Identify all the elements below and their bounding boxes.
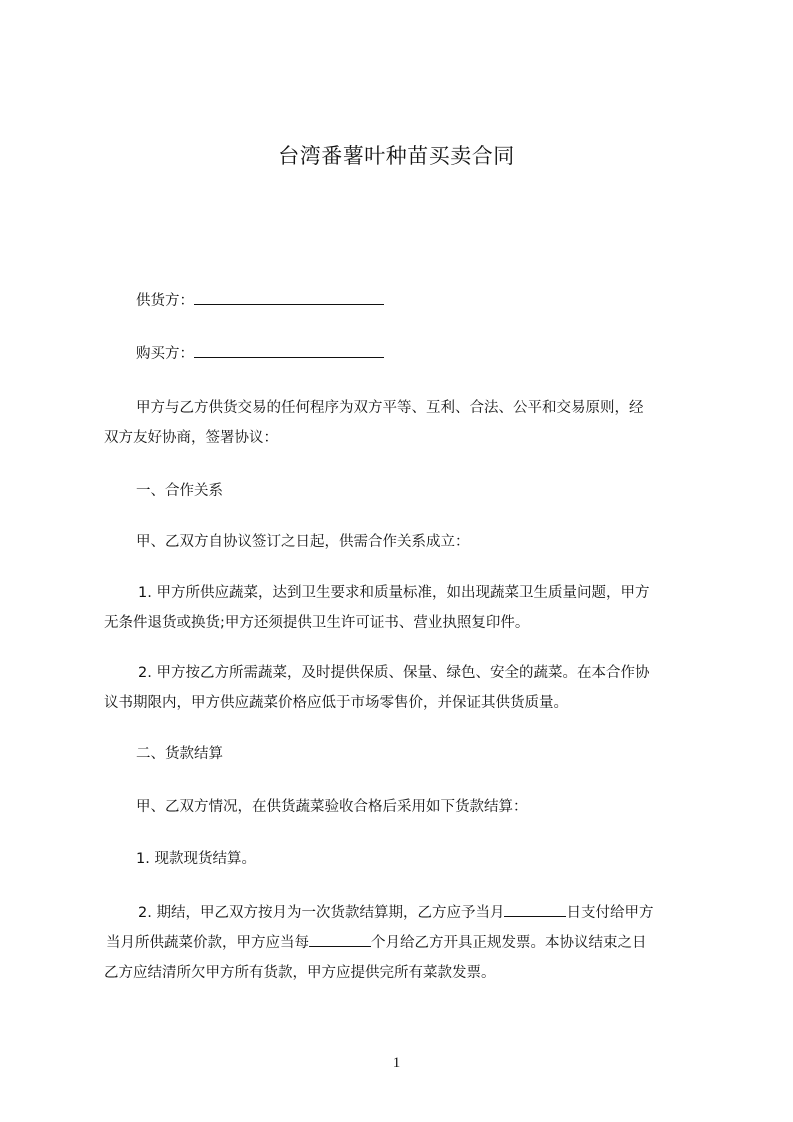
item-2-2-text-b: 日支付给甲方 [566, 905, 654, 921]
intro-line-1: 甲方与乙方供货交易的任何程序为双方平等、互利、合法、公平和交易原则，经 [136, 400, 644, 416]
supplier-label: 供货方： [136, 293, 194, 309]
item-2-2-line-2 [104, 928, 702, 958]
section1-heading: 一、合作关系 [136, 483, 223, 499]
item-2-2-text-d: 个月给乙方开具正规发票。本协议结束之日 [371, 935, 647, 951]
supplier-line [136, 290, 384, 312]
invoice-months-blank [309, 932, 371, 947]
settlement-day-blank [504, 902, 566, 917]
item-1-2-line-1: 2. 甲方按乙方所需蔬菜，及时提供保质、保量、绿色、安全的蔬菜。在本合作协 [138, 665, 650, 681]
section2-heading: 二、货款结算 [136, 746, 223, 762]
section1-lead: 甲、乙双方自协议签订之日起，供需合作关系成立： [136, 534, 470, 550]
item-2-1: 1. 现款现货结算。 [136, 851, 256, 867]
item-2-2-text-c: 当月所供蔬菜价款，甲方应当每 [106, 935, 309, 951]
supplier-blank [194, 290, 384, 305]
item-1-1-line-1: 1. 甲方所供应蔬菜，达到卫生要求和质量标准，如出现蔬菜卫生质量问题，甲方 [138, 585, 650, 601]
buyer-blank [194, 343, 384, 358]
page-number: 1 [392, 1055, 401, 1071]
buyer-label: 购买方： [136, 346, 194, 362]
item-1-2-line-2: 议书期限内，甲方供应蔬菜价格应低于市场零售价，并保证其供货质量。 [104, 695, 568, 711]
item-1-1-line-2: 无条件退货或换货;甲方还须提供卫生许可证书、营业执照复印件。 [104, 615, 530, 631]
item-2-2-text-a: 2. 期结，甲乙双方按月为一次货款结算期，乙方应予当月 [138, 905, 505, 921]
buyer-line [136, 343, 384, 365]
document-title: 台湾番薯叶种苗买卖合同 [278, 144, 515, 168]
item-2-2-line-1 [104, 898, 702, 928]
intro-paragraph [104, 393, 702, 453]
item-2-2-line-3: 乙方应结清所欠甲方所有货款，甲方应提供完所有菜款发票。 [104, 965, 496, 981]
item-1-1-paragraph [104, 578, 702, 638]
item-2-2-paragraph [104, 898, 702, 988]
section2-lead: 甲、乙双方情况，在供货蔬菜验收合格后采用如下货款结算： [136, 799, 528, 815]
intro-line-2: 双方友好协商，签署协议： [104, 430, 278, 446]
item-1-2-paragraph [104, 658, 702, 718]
